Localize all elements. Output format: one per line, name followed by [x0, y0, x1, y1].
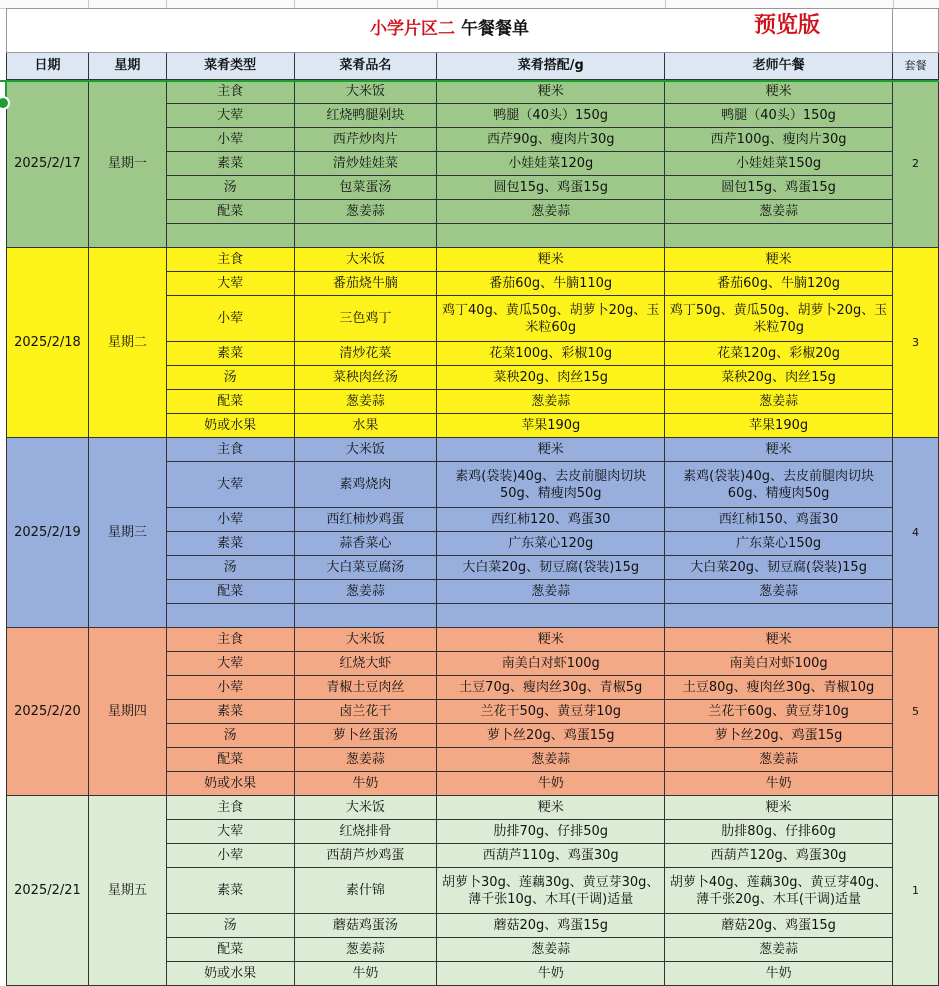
dish-type-cell[interactable]: 主食 — [166, 438, 294, 462]
ingredients-cell[interactable]: 葱姜蒜 — [437, 200, 665, 224]
dish-name-cell[interactable]: 蘑菇鸡蛋汤 — [294, 914, 437, 938]
teacher-lunch-cell[interactable]: 素鸡(袋装)40g、去皮前腿肉切块60g、精瘦肉50g — [665, 462, 893, 508]
set-cell[interactable]: 1 — [893, 796, 939, 986]
dish-type-cell[interactable]: 小荤 — [166, 844, 294, 868]
ingredients-cell[interactable]: 粳米 — [437, 628, 665, 652]
set-cell[interactable]: 4 — [893, 438, 939, 628]
teacher-lunch-cell[interactable]: 番茄60g、牛腩120g — [665, 272, 893, 296]
dish-name-cell[interactable]: 菜秧肉丝汤 — [294, 366, 437, 390]
ingredients-cell[interactable]: 番茄60g、牛腩110g — [437, 272, 665, 296]
teacher-lunch-cell[interactable]: 广东菜心150g — [665, 532, 893, 556]
teacher-lunch-cell[interactable]: 胡萝卜40g、莲藕30g、黄豆芽40g、薄千张20g、木耳(干调)适量 — [665, 868, 893, 914]
teacher-lunch-cell[interactable]: 粳米 — [665, 796, 893, 820]
ingredients-cell[interactable]: 素鸡(袋装)40g、去皮前腿肉切块50g、精瘦肉50g — [437, 462, 665, 508]
teacher-lunch-cell[interactable] — [665, 604, 893, 628]
teacher-lunch-cell[interactable]: 萝卜丝20g、鸡蛋15g — [665, 724, 893, 748]
teacher-lunch-cell[interactable]: 牛奶 — [665, 962, 893, 986]
ingredients-cell[interactable]: 蘑菇20g、鸡蛋15g — [437, 914, 665, 938]
teacher-lunch-cell[interactable]: 鸡丁50g、黄瓜50g、胡萝卜20g、玉米粒70g — [665, 296, 893, 342]
dish-type-cell[interactable]: 主食 — [166, 628, 294, 652]
teacher-lunch-cell[interactable]: 花菜120g、彩椒20g — [665, 342, 893, 366]
dish-type-cell[interactable]: 素菜 — [166, 342, 294, 366]
dish-name-cell[interactable]: 葱姜蒜 — [294, 748, 437, 772]
dish-type-cell[interactable]: 素菜 — [166, 868, 294, 914]
ingredients-cell[interactable]: 西葫芦110g、鸡蛋30g — [437, 844, 665, 868]
dish-type-cell[interactable]: 配菜 — [166, 200, 294, 224]
dish-type-cell[interactable]: 汤 — [166, 366, 294, 390]
header-dish-type[interactable]: 菜肴类型 — [166, 53, 294, 80]
dish-name-cell[interactable]: 番茄烧牛腩 — [294, 272, 437, 296]
dish-type-cell[interactable]: 大荤 — [166, 652, 294, 676]
dish-name-cell[interactable]: 素什锦 — [294, 868, 437, 914]
dish-name-cell[interactable]: 清炒花菜 — [294, 342, 437, 366]
menu-row — [7, 628, 939, 652]
dish-type-cell[interactable]: 奶或水果 — [166, 414, 294, 438]
teacher-lunch-cell[interactable]: 大白菜20g、韧豆腐(袋装)15g — [665, 556, 893, 580]
ingredients-cell[interactable]: 鸭腿（40头）150g — [437, 104, 665, 128]
date-cell[interactable]: 2025/2/19 — [7, 438, 89, 628]
dish-type-cell[interactable]: 小荤 — [166, 296, 294, 342]
dish-name-cell[interactable]: 大米饭 — [294, 248, 437, 272]
dish-name-cell[interactable]: 葱姜蒜 — [294, 200, 437, 224]
dish-name-cell[interactable]: 牛奶 — [294, 772, 437, 796]
teacher-lunch-cell[interactable]: 葱姜蒜 — [665, 938, 893, 962]
dish-type-cell[interactable]: 主食 — [166, 796, 294, 820]
dish-type-cell[interactable]: 主食 — [166, 248, 294, 272]
menu-row — [7, 796, 939, 820]
ingredients-cell[interactable]: 鸡丁40g、黄瓜50g、胡萝卜20g、玉米粒60g — [437, 296, 665, 342]
date-cell[interactable]: 2025/2/18 — [7, 248, 89, 438]
dish-type-cell[interactable]: 大荤 — [166, 272, 294, 296]
ingredients-cell[interactable] — [437, 224, 665, 248]
dish-type-cell[interactable]: 素菜 — [166, 532, 294, 556]
dish-type-cell[interactable]: 奶或水果 — [166, 772, 294, 796]
ingredients-cell[interactable]: 粳米 — [437, 248, 665, 272]
dish-name-cell[interactable]: 蒜香菜心 — [294, 532, 437, 556]
ingredients-cell[interactable]: 广东菜心120g — [437, 532, 665, 556]
teacher-lunch-cell[interactable]: 苹果190g — [665, 414, 893, 438]
ingredients-cell[interactable]: 土豆70g、瘦肉丝30g、青椒5g — [437, 676, 665, 700]
teacher-lunch-cell[interactable]: 兰花干60g、黄豆芽10g — [665, 700, 893, 724]
dish-name-cell[interactable]: 葱姜蒜 — [294, 580, 437, 604]
teacher-lunch-cell[interactable]: 葱姜蒜 — [665, 580, 893, 604]
date-cell[interactable]: 2025/2/17 — [7, 80, 89, 248]
dish-type-cell[interactable]: 配菜 — [166, 390, 294, 414]
ingredients-cell[interactable]: 葱姜蒜 — [437, 390, 665, 414]
ingredients-cell[interactable]: 大白菜20g、韧豆腐(袋装)15g — [437, 556, 665, 580]
header-set[interactable]: 套餐 — [893, 53, 939, 80]
dish-name-cell[interactable]: 葱姜蒜 — [294, 390, 437, 414]
dish-name-cell[interactable] — [294, 224, 437, 248]
dish-type-cell[interactable]: 汤 — [166, 556, 294, 580]
title-cell[interactable] — [7, 9, 893, 53]
dish-type-cell[interactable]: 素菜 — [166, 152, 294, 176]
teacher-lunch-cell[interactable]: 菜秧20g、肉丝15g — [665, 366, 893, 390]
menu-row — [7, 248, 939, 272]
dish-type-cell[interactable]: 主食 — [166, 80, 294, 104]
dish-name-cell[interactable]: 萝卜丝蛋汤 — [294, 724, 437, 748]
dish-name-cell[interactable]: 大米饭 — [294, 796, 437, 820]
dish-name-cell[interactable]: 卤兰花干 — [294, 700, 437, 724]
set-cell[interactable]: 2 — [893, 80, 939, 248]
ingredients-cell[interactable]: 苹果190g — [437, 414, 665, 438]
set-cell[interactable]: 3 — [893, 248, 939, 438]
selection-line — [0, 80, 939, 82]
teacher-lunch-cell[interactable]: 蘑菇20g、鸡蛋15g — [665, 914, 893, 938]
dish-type-cell[interactable]: 小荤 — [166, 128, 294, 152]
teacher-lunch-cell[interactable]: 粳米 — [665, 438, 893, 462]
dish-type-cell[interactable] — [166, 604, 294, 628]
weekday-cell[interactable]: 星期五 — [88, 796, 166, 986]
ingredients-cell[interactable] — [437, 604, 665, 628]
dish-name-cell[interactable]: 包菜蛋汤 — [294, 176, 437, 200]
teacher-lunch-cell[interactable]: 土豆80g、瘦肉丝30g、青椒10g — [665, 676, 893, 700]
ingredients-cell[interactable]: 葱姜蒜 — [437, 748, 665, 772]
teacher-lunch-cell[interactable]: 肋排80g、仔排60g — [665, 820, 893, 844]
dish-name-cell[interactable]: 三色鸡丁 — [294, 296, 437, 342]
weekday-cell[interactable]: 星期三 — [88, 438, 166, 628]
teacher-lunch-cell[interactable]: 小娃娃菜150g — [665, 152, 893, 176]
dish-type-cell[interactable]: 汤 — [166, 724, 294, 748]
header-weekday[interactable]: 星期 — [88, 53, 166, 80]
dish-name-cell[interactable]: 葱姜蒜 — [294, 938, 437, 962]
teacher-lunch-cell[interactable]: 南美白对虾100g — [665, 652, 893, 676]
ingredients-cell[interactable]: 肋排70g、仔排50g — [437, 820, 665, 844]
ingredients-cell[interactable]: 西红柿120、鸡蛋30 — [437, 508, 665, 532]
dish-name-cell[interactable] — [294, 604, 437, 628]
dish-name-cell[interactable]: 大米饭 — [294, 438, 437, 462]
ingredients-cell[interactable]: 萝卜丝20g、鸡蛋15g — [437, 724, 665, 748]
header-teacher-lunch[interactable]: 老师午餐 — [665, 53, 893, 80]
date-cell[interactable]: 2025/2/20 — [7, 628, 89, 796]
ingredients-cell[interactable]: 西芹90g、瘦肉片30g — [437, 128, 665, 152]
ingredients-cell[interactable]: 粳米 — [437, 796, 665, 820]
dish-type-cell[interactable]: 大荤 — [166, 104, 294, 128]
teacher-lunch-cell[interactable]: 牛奶 — [665, 772, 893, 796]
set-cell[interactable]: 5 — [893, 628, 939, 796]
ingredients-cell[interactable]: 花菜100g、彩椒10g — [437, 342, 665, 366]
ingredients-cell[interactable]: 兰花干50g、黄豆芽10g — [437, 700, 665, 724]
dish-name-cell[interactable]: 素鸡烧肉 — [294, 462, 437, 508]
teacher-lunch-cell[interactable]: 西红柿150、鸡蛋30 — [665, 508, 893, 532]
meal-name: 午餐餐单 — [460, 19, 529, 39]
dish-type-cell[interactable]: 配菜 — [166, 748, 294, 772]
menu-row — [7, 438, 939, 462]
dish-type-cell[interactable]: 素菜 — [166, 700, 294, 724]
header-dish-name[interactable]: 菜肴品名 — [294, 53, 437, 80]
menu-table — [6, 8, 939, 986]
ingredients-cell[interactable]: 粳米 — [437, 438, 665, 462]
date-cell[interactable]: 2025/2/21 — [7, 796, 89, 986]
dish-type-cell[interactable]: 奶或水果 — [166, 962, 294, 986]
ingredients-cell[interactable]: 胡萝卜30g、莲藕30g、黄豆芽30g、薄千张10g、木耳(干调)适量 — [437, 868, 665, 914]
header-date[interactable]: 日期 — [7, 53, 89, 80]
dish-type-cell[interactable]: 配菜 — [166, 938, 294, 962]
teacher-lunch-cell[interactable]: 西葫芦120g、鸡蛋30g — [665, 844, 893, 868]
dish-name-cell[interactable]: 红烧鸭腿剁块 — [294, 104, 437, 128]
header-ingredients[interactable]: 菜肴搭配/g — [437, 53, 665, 80]
column-divider[interactable] — [294, 0, 295, 8]
dish-type-cell[interactable] — [166, 224, 294, 248]
teacher-lunch-cell[interactable] — [665, 224, 893, 248]
ingredients-cell[interactable]: 葱姜蒜 — [437, 938, 665, 962]
ingredients-cell[interactable]: 菜秧20g、肉丝15g — [437, 366, 665, 390]
teacher-lunch-cell[interactable]: 葱姜蒜 — [665, 748, 893, 772]
teacher-lunch-cell[interactable]: 鸭腿（40头）150g — [665, 104, 893, 128]
ingredients-cell[interactable]: 南美白对虾100g — [437, 652, 665, 676]
column-divider[interactable] — [893, 0, 894, 8]
weekday-cell[interactable]: 星期二 — [88, 248, 166, 438]
dish-name-cell[interactable]: 红烧大虾 — [294, 652, 437, 676]
teacher-lunch-cell[interactable]: 圆包15g、鸡蛋15g — [665, 176, 893, 200]
menu-row — [7, 80, 939, 104]
teacher-lunch-cell[interactable]: 葱姜蒜 — [665, 200, 893, 224]
ingredients-cell[interactable]: 牛奶 — [437, 962, 665, 986]
ingredients-cell[interactable]: 牛奶 — [437, 772, 665, 796]
teacher-lunch-cell[interactable]: 粳米 — [665, 628, 893, 652]
teacher-lunch-cell[interactable]: 葱姜蒜 — [665, 390, 893, 414]
dish-name-cell[interactable]: 大米饭 — [294, 628, 437, 652]
school-name: 小学片区二 — [370, 19, 456, 39]
teacher-lunch-cell[interactable]: 西芹100g、瘦肉片30g — [665, 128, 893, 152]
dish-name-cell[interactable]: 水果 — [294, 414, 437, 438]
dish-name-cell[interactable]: 牛奶 — [294, 962, 437, 986]
dish-type-cell[interactable]: 小荤 — [166, 676, 294, 700]
column-divider[interactable] — [665, 0, 666, 8]
column-divider[interactable] — [88, 0, 89, 8]
title-side-cell[interactable] — [893, 9, 939, 53]
dish-name-cell[interactable]: 大白菜豆腐汤 — [294, 556, 437, 580]
ingredients-cell[interactable]: 葱姜蒜 — [437, 580, 665, 604]
dish-name-cell[interactable]: 西红柿炒鸡蛋 — [294, 508, 437, 532]
title-row — [7, 9, 939, 53]
dish-type-cell[interactable]: 配菜 — [166, 580, 294, 604]
header-row — [7, 53, 939, 80]
dish-type-cell[interactable]: 大荤 — [166, 462, 294, 508]
dish-name-cell[interactable]: 大米饭 — [294, 80, 437, 104]
teacher-lunch-cell[interactable]: 粳米 — [665, 80, 893, 104]
dish-type-cell[interactable]: 小荤 — [166, 508, 294, 532]
column-divider[interactable] — [437, 0, 438, 8]
weekday-cell[interactable]: 星期四 — [88, 628, 166, 796]
ingredients-cell[interactable]: 小娃娃菜120g — [437, 152, 665, 176]
weekday-cell[interactable]: 星期一 — [88, 80, 166, 248]
dish-type-cell[interactable]: 大荤 — [166, 820, 294, 844]
dish-name-cell[interactable]: 青椒土豆肉丝 — [294, 676, 437, 700]
column-divider[interactable] — [166, 0, 167, 8]
dish-type-cell[interactable]: 汤 — [166, 176, 294, 200]
ingredients-cell[interactable]: 粳米 — [437, 80, 665, 104]
dish-name-cell[interactable]: 红烧排骨 — [294, 820, 437, 844]
dish-name-cell[interactable]: 西葫芦炒鸡蛋 — [294, 844, 437, 868]
preview-badge: 预览版 — [754, 13, 821, 38]
dish-name-cell[interactable]: 西芹炒肉片 — [294, 128, 437, 152]
teacher-lunch-cell[interactable]: 粳米 — [665, 248, 893, 272]
dish-name-cell[interactable]: 清炒娃娃菜 — [294, 152, 437, 176]
dish-type-cell[interactable]: 汤 — [166, 914, 294, 938]
ingredients-cell[interactable]: 圆包15g、鸡蛋15g — [437, 176, 665, 200]
